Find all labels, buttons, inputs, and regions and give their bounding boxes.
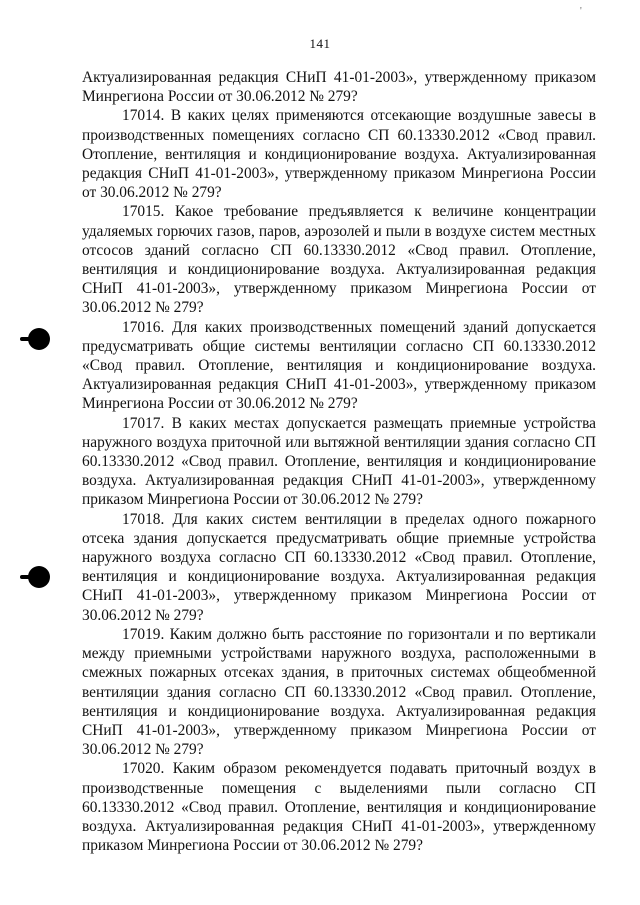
question-17016: 17016. Для каких производственных помещений зданий допускается предусматривать общие системы вентиляции согласно СП 60.13330.2012 «Свод правил. Отопление, вентиляция и кондиционирование воздуха. Актуализированная редакция СНиП 41-01-2003», утвержденному приказом Минрегиона России от 30.06.2012 № 279? [82,318,596,413]
question-17019: 17019. Каким должно быть расстояние по горизонтали и по вертикали между приемными устройствами наружного воздуха, расположенными в смежных пожарных отсеках здания, в приточных системах общеобменной вентиляции здания согласно СП 60.13330.2012 «Свод правил. Отопление, вентиляция и кондиционирование воздуха. Актуализированная редакция СНиП 41-01-2003», утвержденному приказом Минрегиона России от 30.06.2012 № 279? [82,625,596,759]
paragraph-continuation: Актуализированная редакция СНиП 41-01-2003», утвержденному приказом Минрегиона России от 30.06.2012 № 279? [82,69,596,106]
question-17017: 17017. В каких местах допускается размещать приемные устройства наружного воздуха приточной или вытяжной вентиляции здания согласно СП 60.13330.2012 «Свод правил. Отопление, вентиляция и кондиционирование воздуха. Актуализированная редакция СНиП 41-01-2003», утвержденному приказом Минрегиона России от 30.06.2012 № 279? [82,414,596,509]
question-list [82,68,596,855]
question-17014: 17014. В каких целях применяются отсекающие воздушные завесы в производственных помещениях согласно СП 60.13330.2012 «Свод правил. Отопление, вентиляция и кондиционирование воздуха. Актуализированная редакция СНиП 41-01-2003», утвержденному приказом Минрегиона России от 30.06.2012 № 279? [82,107,596,202]
question-17020: 17020. Каким образом рекомендуется подавать приточный воздух в производственные помещения с выделениями пыли согласно СП 60.13330.2012 «Свод правил. Отопление, вентиляция и кондиционирование воздуха. Актуализированная редакция СНиП 41-01-2003», утвержденному приказом Минрегиона России от 30.06.2012 № 279? [82,760,596,855]
question-17018: 17018. Для каких систем вентиляции в пределах одного пожарного отсека здания допускается предусматривать общие приемные устройства наружного воздуха согласно СП 60.13330.2012 «Свод правил. Отопление, вентиляция и кондиционирование воздуха. Актуализированная редакция СНиП 41-01-2003», утвержденному приказом Минрегиона России от 30.06.2012 № 279? [82,510,596,624]
punch-hole-mark [28,328,50,350]
corner-mark: ' [580,6,582,17]
page-number: 141 [309,36,331,51]
question-17015: 17015. Какое требование предъявляется к величине концентрации удаляемых горючих газов, паров, аэрозолей и пыли в воздухе систем местных отсосов зданий согласно СП 60.13330.2012 «Свод правил. Отопление, вентиляция и кондиционирование воздуха. Актуализированная редакция СНиП 41-01-2003», утвержденному приказом Минрегиона России от 30.06.2012 № 279? [82,203,596,317]
punch-hole-mark [28,566,50,588]
